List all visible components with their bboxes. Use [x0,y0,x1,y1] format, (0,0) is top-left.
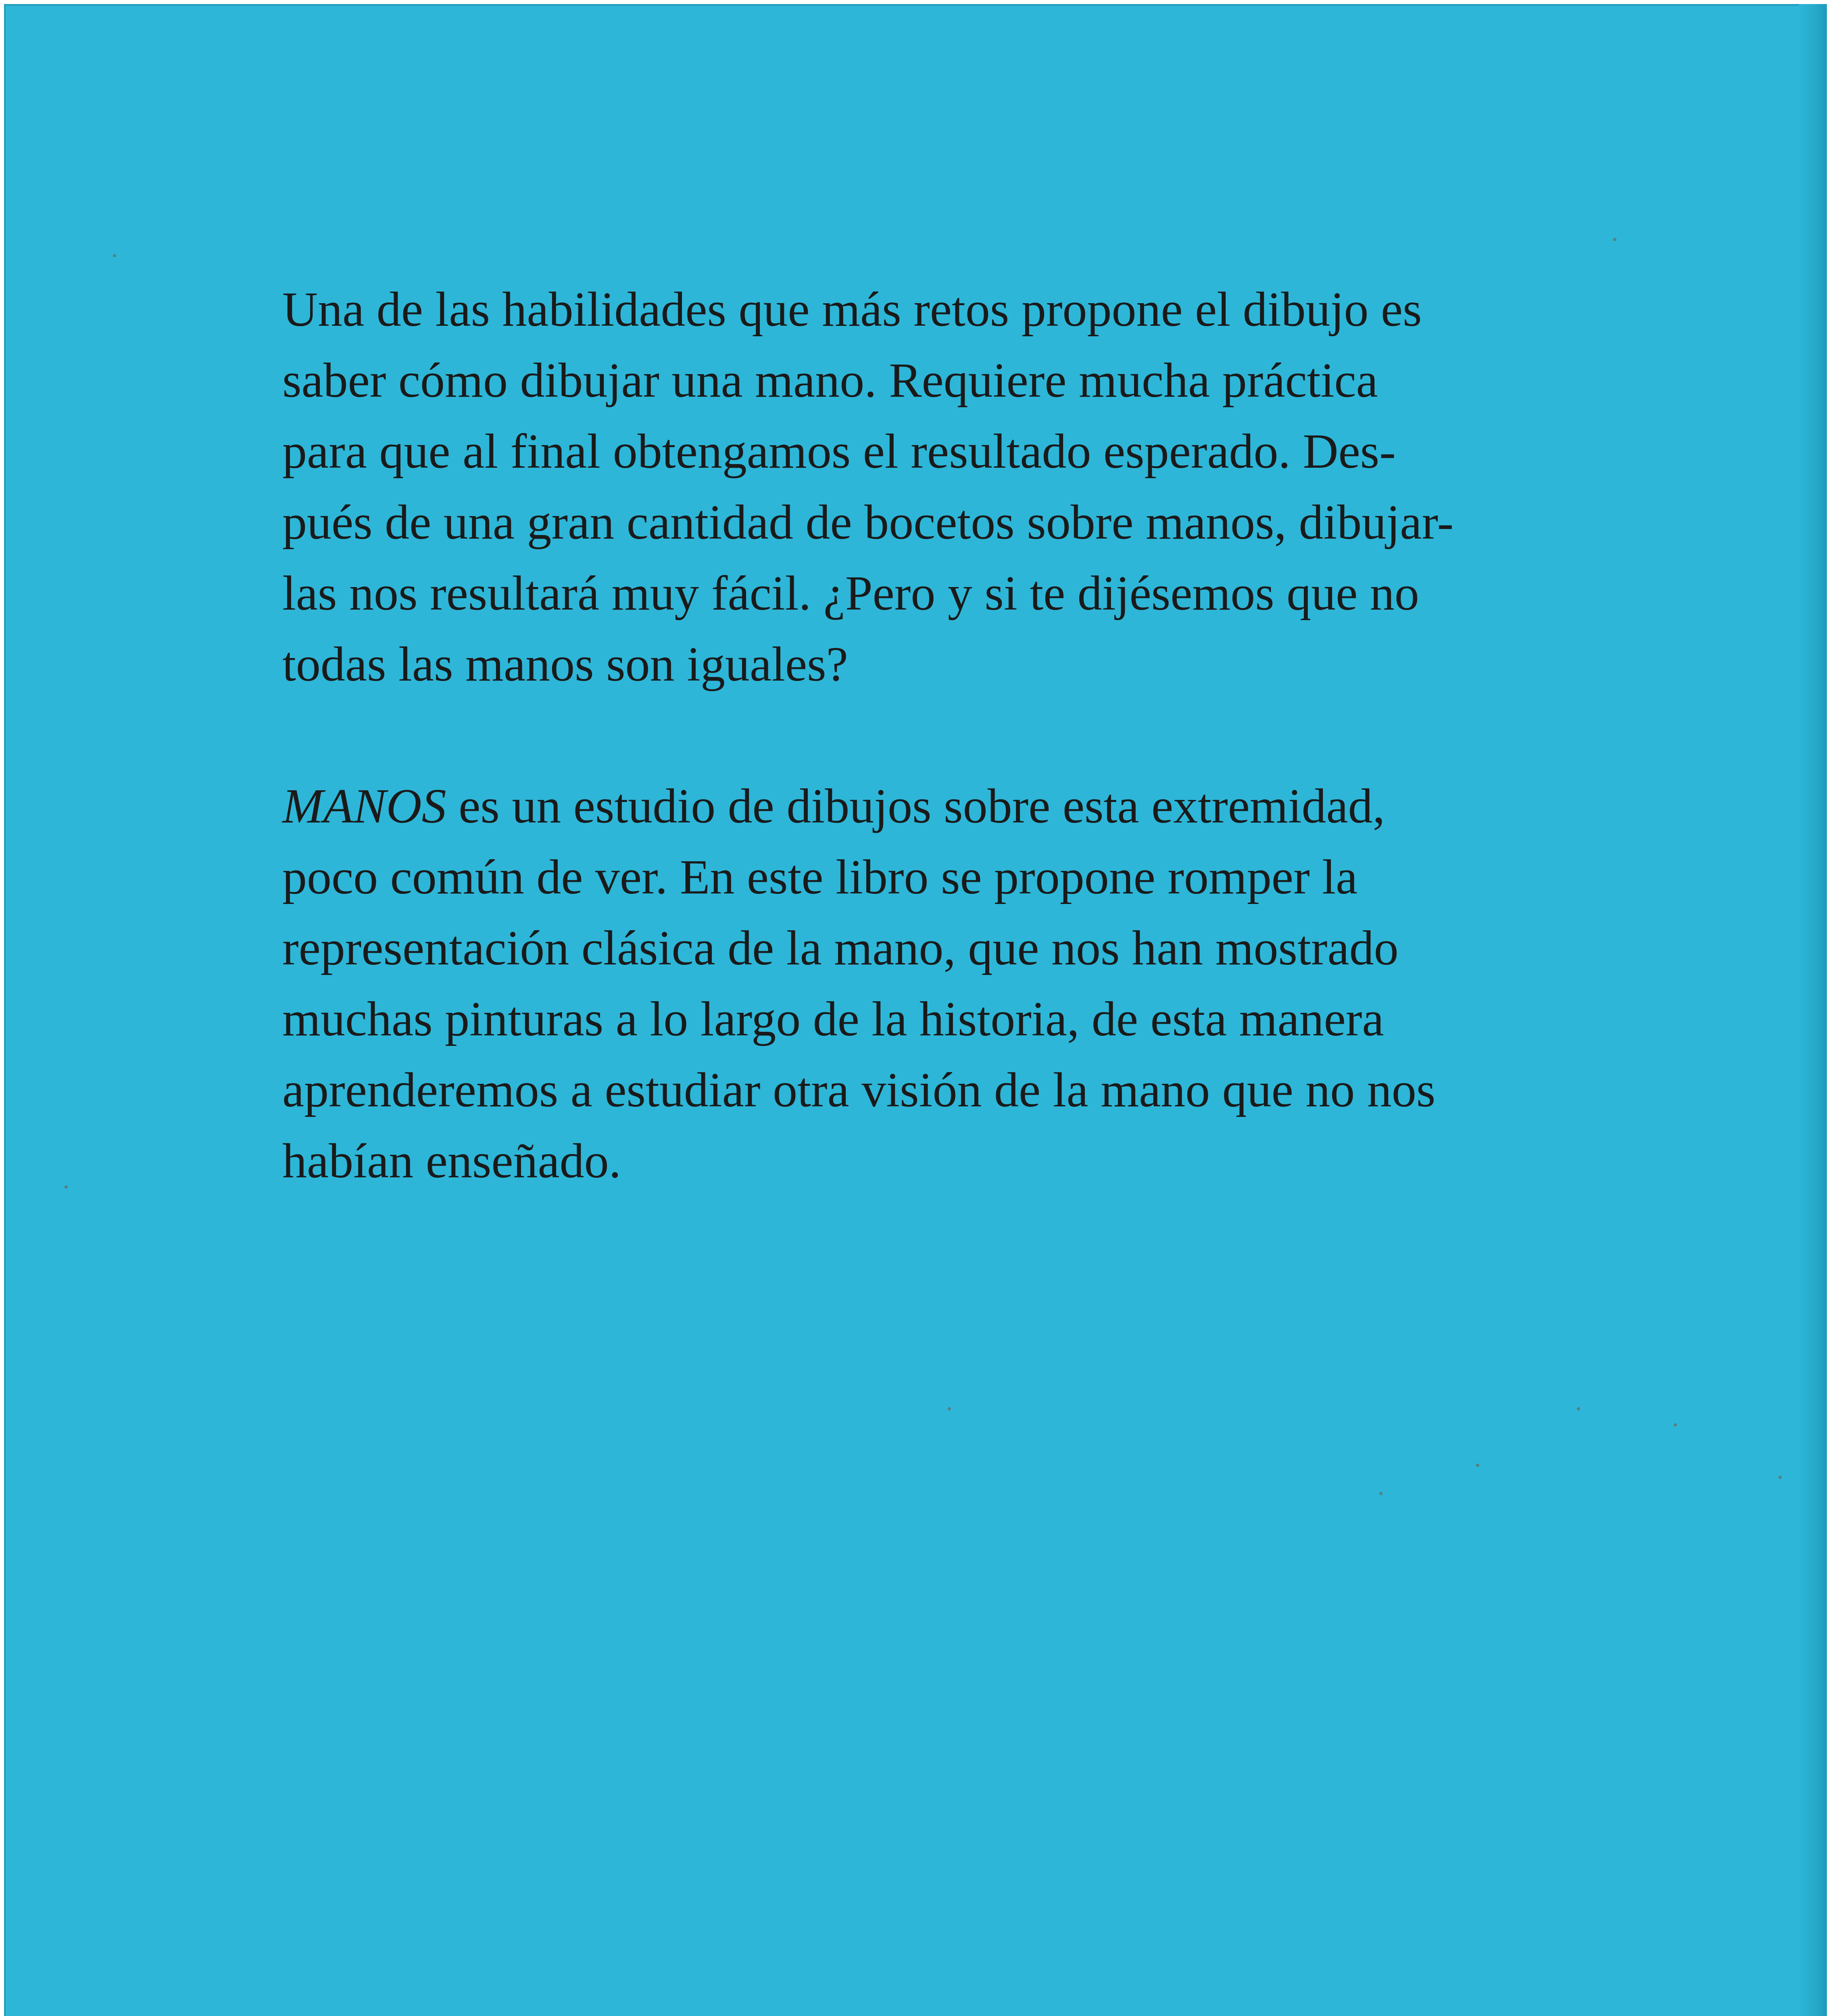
book-title-italic: MANOS [282,779,446,833]
blurb-paragraph-2-text: es un estudio de dibujos sobre esta extremidad, poco común de ver. En este libro se propone romper la representación clásica de la mano, que nos han mostrado muchas pinturas a lo largo de la historia, de esta manera aprenderemos a estudiar otra visión de la mano que no nos habían enseñado. [282,779,1436,1188]
print-speck [65,1185,68,1189]
print-speck [1779,1476,1782,1479]
blurb-paragraph-2 [282,771,1565,1197]
spine-edge [1799,4,1827,2016]
print-speck [1476,1464,1479,1467]
print-speck [1379,1492,1382,1495]
print-speck [948,1407,951,1410]
print-speck [1674,1423,1677,1427]
print-speck [1577,1407,1580,1410]
print-speck [113,254,116,257]
back-cover-blurb [282,274,1565,1268]
book-back-cover [4,4,1827,2016]
blurb-paragraph-1: Una de las habilidades que más retos propone el dibujo es saber cómo dibujar una mano. Requiere mucha práctica para que al final obtengamos el resultado esperado. Des- pués de una gran cantidad de bocetos sobre manos, dibujar- las nos resultará muy fácil. ¿Pero y si te dijésemos que no todas las manos son iguales? [282,282,1454,691]
print-speck [1613,238,1616,241]
